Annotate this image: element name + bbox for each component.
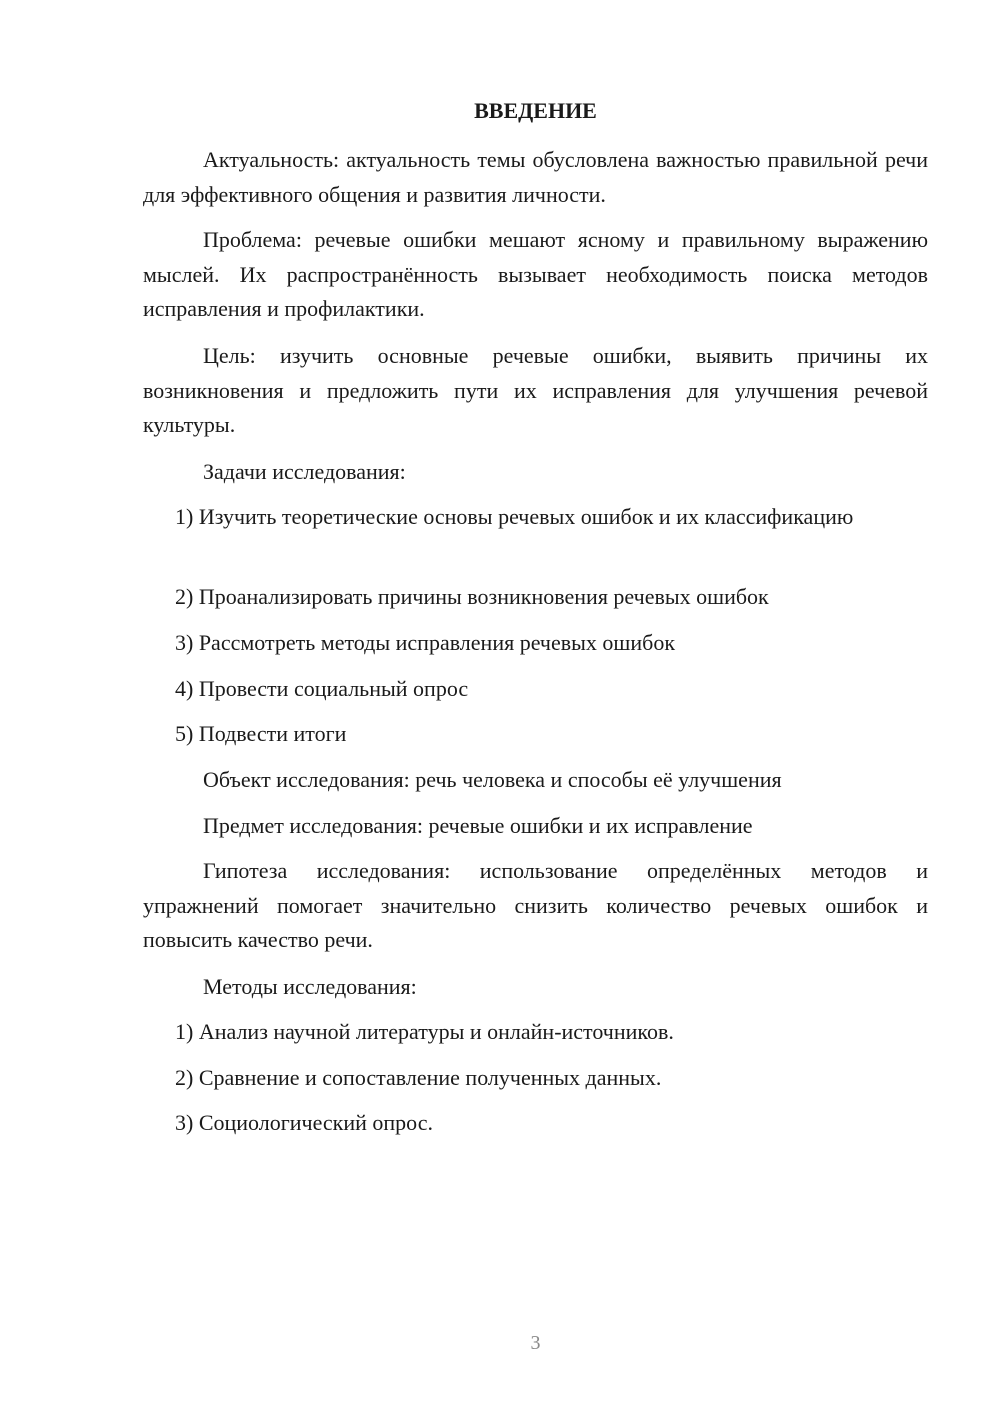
goal-paragraph: Цель: изучить основные речевые ошибки, выявить причины их возникновения и предложить пути их исправления для улучшения речевой культуры.: [143, 343, 928, 437]
object-paragraph: Объект исследования: речь человека и способы её улучшения: [203, 767, 782, 792]
document-page: [143, 0, 928, 1414]
methods-heading: Методы исследования:: [203, 974, 417, 999]
page-title: ВВЕДЕНИЕ: [474, 98, 597, 123]
method-item-1: 1) Анализ научной литературы и онлайн-источников.: [175, 1019, 674, 1044]
task-item-1: 1) Изучить теоретические основы речевых ошибок и их классификацию: [175, 504, 854, 529]
page-number: 3: [530, 1332, 541, 1354]
hypothesis-paragraph: Гипотеза исследования: использование определённых методов и упражнений помогает значительно снизить количество речевых ошибок и повысить качество речи.: [143, 858, 928, 952]
subject-paragraph: Предмет исследования: речевые ошибки и их исправление: [203, 813, 753, 838]
relevance-paragraph: Актуальность: актуальность темы обусловлена важностью правильной речи для эффективного общения и развития личности.: [143, 147, 928, 207]
method-item-2: 2) Сравнение и сопоставление полученных данных.: [175, 1065, 662, 1090]
tasks-heading: Задачи исследования:: [203, 459, 406, 484]
task-item-4: 4) Провести социальный опрос: [175, 676, 469, 701]
task-item-3: 3) Рассмотреть методы исправления речевых ошибок: [175, 630, 676, 655]
task-item-2: 2) Проанализировать причины возникновения речевых ошибок: [175, 584, 769, 609]
task-item-5: 5) Подвести итоги: [175, 721, 347, 746]
problem-paragraph: Проблема: речевые ошибки мешают ясному и правильному выражению мыслей. Их распространённость вызывает необходимость поиска методов исправления и профилактики.: [143, 227, 928, 321]
method-item-3: 3) Социологический опрос.: [175, 1110, 433, 1135]
